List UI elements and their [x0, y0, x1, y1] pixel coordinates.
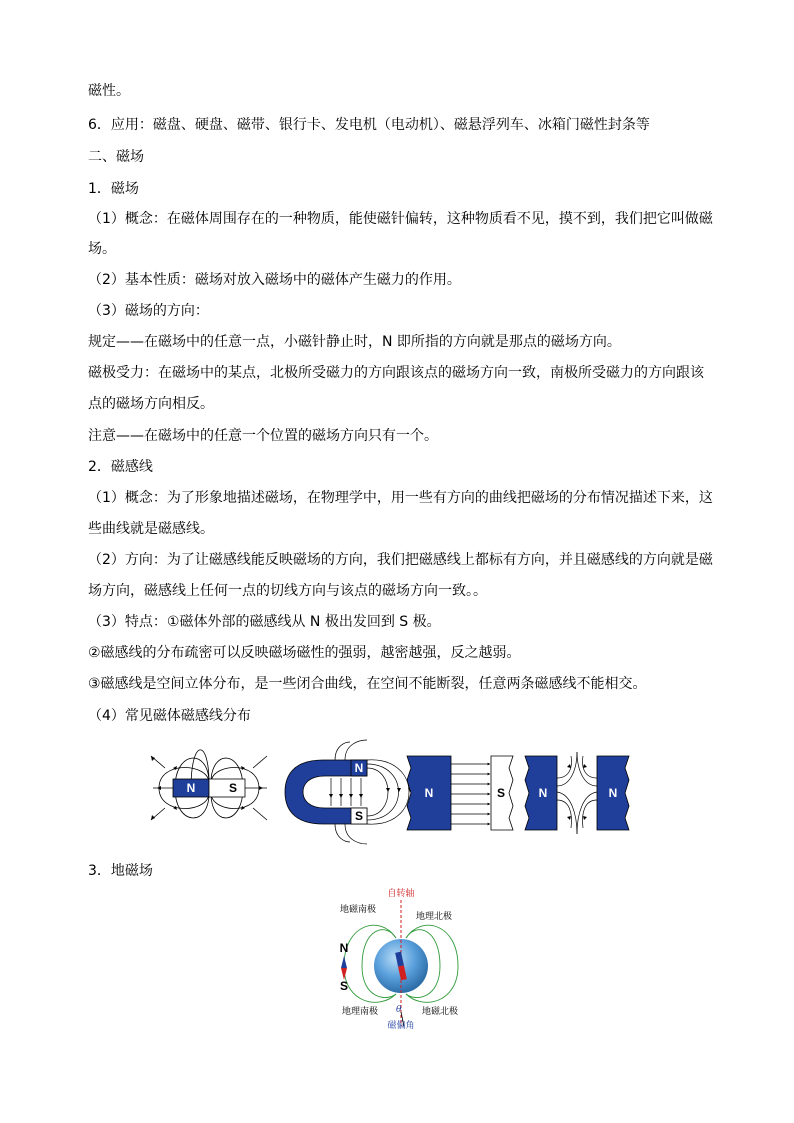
- parallel-poles-diagram: [407, 756, 513, 830]
- earth-magnetic-field-figure: [330, 886, 472, 1032]
- geographic-north-label: 地理北极: [416, 912, 453, 922]
- text-line: 磁性。: [88, 83, 130, 99]
- horseshoe-s-label: S: [354, 809, 364, 823]
- parallel-s-label: S: [496, 786, 506, 800]
- text-line: （1）概念：在磁体周围存在的一种物质，能使磁针偏转，这种物质看不见，摸不到，我们把它叫做磁: [88, 211, 713, 227]
- parallel-n-label: N: [424, 786, 434, 800]
- text-line: 磁极受力：在磁场中的某点，北极所受磁力的方向跟该点的磁场方向一致，南极所受磁力的方向跟该: [88, 365, 704, 381]
- text-line: 规定——在磁场中的任意一点，小磁针静止时，N 即所指的方向就是那点的磁场方向。: [88, 334, 621, 350]
- needle-n-label: N: [339, 941, 349, 955]
- geomagnetic-north-label: 地磁北极: [422, 1007, 459, 1017]
- text-line: 场方向，磁感线上任何一点的切线方向与该点的磁场方向一致。。: [88, 583, 487, 599]
- text-line: 点的磁场方向相反。: [88, 396, 214, 412]
- text-line: （2）方向：为了让磁感线能反映磁场的方向，我们把磁感线上都标有方向，并且磁感线的方向就是磁: [88, 552, 713, 568]
- text-line: 6．应用：磁盘、硬盘、磁带、银行卡、发电机（电动机）、磁悬浮列车、冰箱门磁性封条等: [88, 117, 650, 133]
- bar-magnet-diagram: [151, 750, 267, 820]
- text-line: （3）特点：①磁体外部的磁感线从 N 极出发回到 S 极。: [88, 614, 441, 630]
- rotation-axis-label: 自转轴: [387, 889, 415, 899]
- like-n1-label: N: [538, 786, 548, 800]
- text-line: （2）基本性质：磁场对放入磁场中的磁体产生磁力的作用。: [88, 272, 461, 288]
- horseshoe-magnet-diagram: [285, 740, 412, 844]
- text-line: 注意——在磁场中的任意一个位置的磁场方向只有一个。: [88, 428, 438, 444]
- subsection-heading: 3．地磁场: [88, 863, 153, 879]
- text-line: 场。: [88, 241, 116, 257]
- subsection-heading: 1．磁场: [88, 181, 139, 197]
- bar-magnet-s-label: S: [228, 781, 238, 795]
- like-n2-label: N: [608, 786, 618, 800]
- bar-magnet-n-label: N: [186, 781, 196, 795]
- theta-label: θ: [396, 1005, 402, 1015]
- compass-needle-icon: [340, 941, 349, 993]
- text-line: （4）常见磁体磁感线分布: [88, 708, 251, 724]
- field-lines-figure: [145, 738, 635, 846]
- declination-label: 磁偏角: [387, 1021, 415, 1031]
- geographic-south-label: 地理南极: [342, 1007, 379, 1017]
- text-line: 些曲线就是磁感线。: [88, 521, 214, 537]
- text-line: ③磁感线是空间立体分布，是一些闭合曲线，在空间不能断裂，任意两条磁感线不能相交。: [88, 676, 647, 692]
- needle-s-label: S: [339, 979, 349, 993]
- text-line: （3）磁场的方向：: [88, 303, 209, 319]
- like-poles-diagram: [525, 752, 629, 834]
- geomagnetic-south-label: 地磁南极: [340, 905, 377, 915]
- text-line: （1）概念：为了形象地描述磁场，在物理学中，用一些有方向的曲线把磁场的分布情况描述下来，这: [88, 490, 713, 506]
- section-heading: 二、磁场: [88, 149, 144, 165]
- horseshoe-n-label: N: [354, 761, 364, 775]
- subsection-heading: 2．磁感线: [88, 459, 153, 475]
- text-line: ②磁感线的分布疏密可以反映磁场磁性的强弱，越密越强，反之越弱。: [88, 645, 521, 661]
